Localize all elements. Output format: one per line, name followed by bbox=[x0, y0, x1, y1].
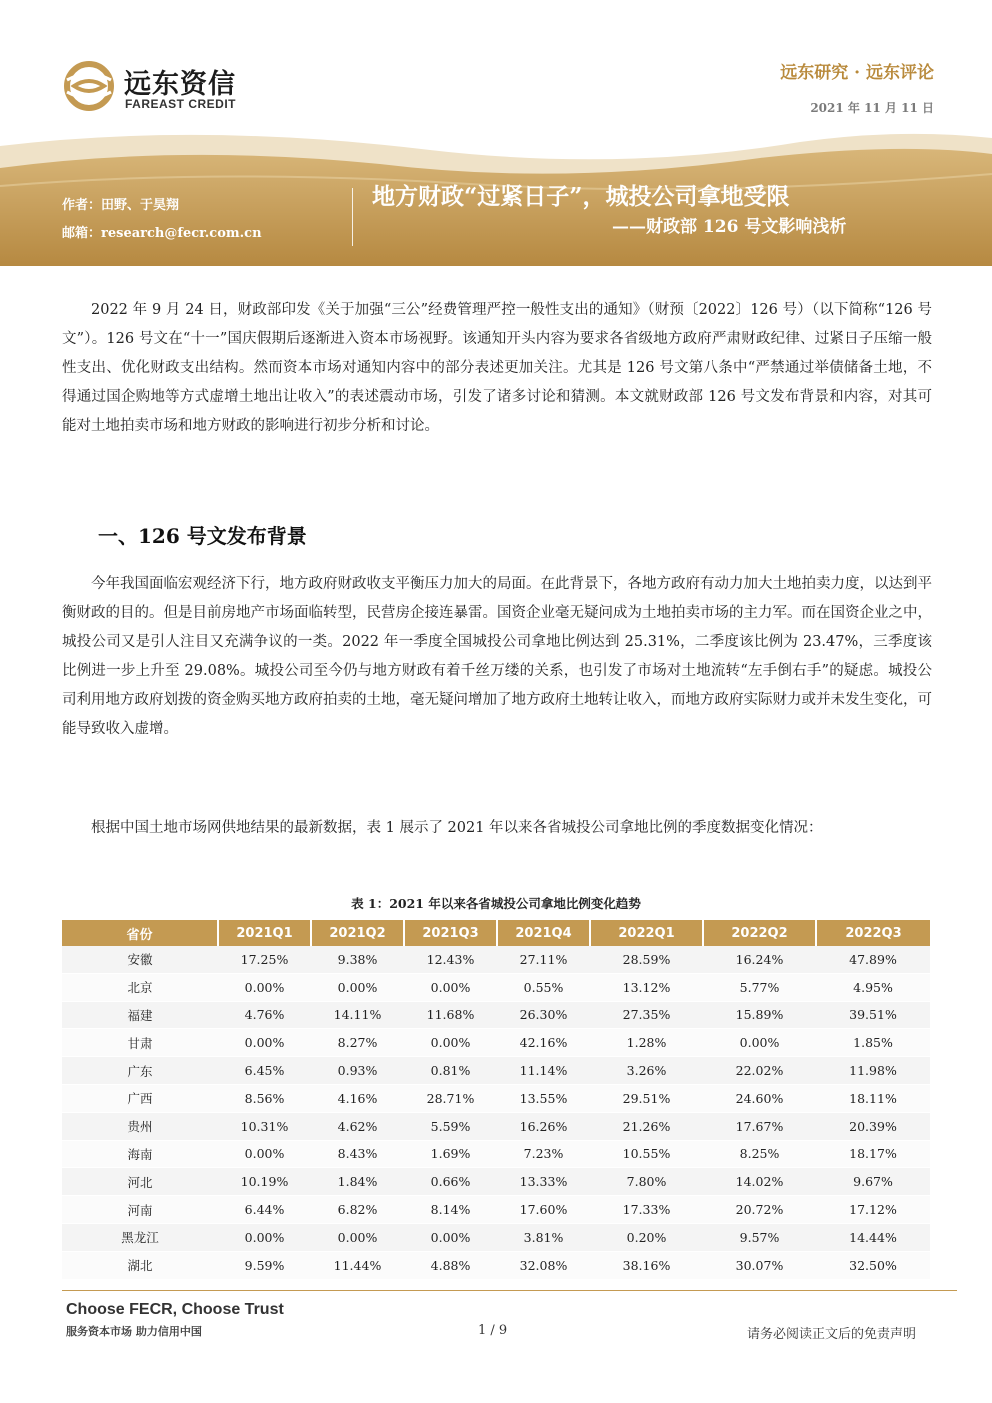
province-cell: 北京 bbox=[62, 973, 218, 1001]
ratio-cell: 8.56% bbox=[218, 1084, 311, 1112]
ratio-cell: 20.72% bbox=[703, 1196, 816, 1224]
ratio-cell: 28.59% bbox=[590, 946, 703, 973]
ratio-cell: 27.35% bbox=[590, 1001, 703, 1029]
ratio-cell: 10.19% bbox=[218, 1168, 311, 1196]
ratio-cell: 4.88% bbox=[404, 1251, 497, 1279]
ratio-cell: 0.00% bbox=[404, 973, 497, 1001]
ratio-cell: 10.31% bbox=[218, 1112, 311, 1140]
ratio-cell: 4.76% bbox=[218, 1001, 311, 1029]
ratio-cell: 18.17% bbox=[816, 1140, 930, 1168]
ratio-cell: 17.25% bbox=[218, 946, 311, 973]
province-cell: 广西 bbox=[62, 1084, 218, 1112]
ratio-cell: 16.24% bbox=[703, 946, 816, 973]
table-header-cell: 2021Q3 bbox=[404, 920, 497, 946]
ratio-cell: 29.51% bbox=[590, 1084, 703, 1112]
ratio-cell: 14.44% bbox=[816, 1223, 930, 1251]
province-cell: 海南 bbox=[62, 1140, 218, 1168]
ratio-cell: 8.43% bbox=[311, 1140, 404, 1168]
ratio-cell: 8.14% bbox=[404, 1196, 497, 1224]
ratio-cell: 0.20% bbox=[590, 1223, 703, 1251]
table-row bbox=[62, 1140, 930, 1168]
ratio-cell: 18.11% bbox=[816, 1084, 930, 1112]
ratio-cell: 13.12% bbox=[590, 973, 703, 1001]
footer-tagline: 服务资本市场 助力信用中国 bbox=[66, 1325, 202, 1338]
ratio-cell: 4.95% bbox=[816, 973, 930, 1001]
ratio-cell: 5.59% bbox=[404, 1112, 497, 1140]
ratio-cell: 13.55% bbox=[497, 1084, 590, 1112]
table-header-cell: 2021Q2 bbox=[311, 920, 404, 946]
table-row bbox=[62, 1001, 930, 1029]
table-row bbox=[62, 1223, 930, 1251]
ratio-cell: 0.00% bbox=[218, 1029, 311, 1057]
ratio-cell: 12.43% bbox=[404, 946, 497, 973]
email-line: 邮箱：research@fecr.com.cn bbox=[62, 226, 262, 241]
ratio-cell: 21.26% bbox=[590, 1112, 703, 1140]
ratio-cell: 0.00% bbox=[218, 1140, 311, 1168]
ratio-cell: 8.25% bbox=[703, 1140, 816, 1168]
ratio-cell: 1.84% bbox=[311, 1168, 404, 1196]
ratio-cell: 1.28% bbox=[590, 1029, 703, 1057]
ratio-cell: 17.33% bbox=[590, 1196, 703, 1224]
province-cell: 河南 bbox=[62, 1196, 218, 1224]
province-cell: 福建 bbox=[62, 1001, 218, 1029]
table-header-cell: 2022Q3 bbox=[816, 920, 930, 946]
ratio-cell: 11.14% bbox=[497, 1057, 590, 1085]
footer-divider bbox=[62, 1290, 957, 1291]
series-label: 远东研究 · 远东评论 bbox=[780, 63, 934, 83]
footer-slogan: Choose FECR, Choose Trust bbox=[66, 1301, 284, 1318]
ratio-cell: 8.27% bbox=[311, 1029, 404, 1057]
report-subtitle: ——财政部 126 号文影响浅析 bbox=[612, 217, 847, 237]
table-row bbox=[62, 1057, 930, 1085]
ratio-cell: 7.23% bbox=[497, 1140, 590, 1168]
ratio-cell: 0.55% bbox=[497, 973, 590, 1001]
section-heading: 一、126 号文发布背景 bbox=[98, 524, 307, 548]
ratio-cell: 3.81% bbox=[497, 1223, 590, 1251]
author-line: 作者：田野、于昊翔 bbox=[62, 198, 180, 213]
ratio-cell: 17.12% bbox=[816, 1196, 930, 1224]
table-row bbox=[62, 946, 930, 973]
ratio-cell: 38.16% bbox=[590, 1251, 703, 1279]
table-row bbox=[62, 1251, 930, 1279]
ratio-cell: 6.82% bbox=[311, 1196, 404, 1224]
ratio-cell: 5.77% bbox=[703, 973, 816, 1001]
table-caption: 表 1：2021 年以来各省城投公司拿地比例变化趋势 bbox=[351, 896, 641, 911]
ratio-cell: 0.00% bbox=[404, 1223, 497, 1251]
ratio-cell: 42.16% bbox=[497, 1029, 590, 1057]
province-cell: 广东 bbox=[62, 1057, 218, 1085]
ratio-cell: 4.62% bbox=[311, 1112, 404, 1140]
ratio-cell: 6.44% bbox=[218, 1196, 311, 1224]
ratio-cell: 32.50% bbox=[816, 1251, 930, 1279]
ratio-cell: 13.33% bbox=[497, 1168, 590, 1196]
publish-date: 2021 年 11 月 11 日 bbox=[810, 101, 934, 115]
table-header-cell: 2021Q4 bbox=[497, 920, 590, 946]
ratio-cell: 6.45% bbox=[218, 1057, 311, 1085]
ratio-cell: 3.26% bbox=[590, 1057, 703, 1085]
ratio-cell: 20.39% bbox=[816, 1112, 930, 1140]
table-header-cell: 2022Q1 bbox=[590, 920, 703, 946]
table-intro-paragraph: 根据中国土地市场网供地结果的最新数据，表 1 展示了 2021 年以来各省城投公司拿地比例的季度数据变化情况： bbox=[91, 820, 823, 836]
province-cell: 黑龙江 bbox=[62, 1223, 218, 1251]
ratio-cell: 15.89% bbox=[703, 1001, 816, 1029]
table-header-cell: 省份 bbox=[62, 920, 218, 946]
ratio-cell: 0.66% bbox=[404, 1168, 497, 1196]
province-cell: 河北 bbox=[62, 1168, 218, 1196]
province-cell: 贵州 bbox=[62, 1112, 218, 1140]
ratio-cell: 11.44% bbox=[311, 1251, 404, 1279]
table-row bbox=[62, 1084, 930, 1112]
ratio-cell: 1.85% bbox=[816, 1029, 930, 1057]
ratio-cell: 0.00% bbox=[218, 1223, 311, 1251]
ratio-cell: 27.11% bbox=[497, 946, 590, 973]
table-body bbox=[62, 946, 930, 1279]
ratio-cell: 9.38% bbox=[311, 946, 404, 973]
ratio-cell: 10.55% bbox=[590, 1140, 703, 1168]
table-header-row bbox=[62, 920, 930, 946]
ratio-cell: 11.68% bbox=[404, 1001, 497, 1029]
ratio-cell: 17.67% bbox=[703, 1112, 816, 1140]
ratio-cell: 47.89% bbox=[816, 946, 930, 973]
ratio-cell: 14.02% bbox=[703, 1168, 816, 1196]
ratio-cell: 0.93% bbox=[311, 1057, 404, 1085]
ratio-cell: 24.60% bbox=[703, 1084, 816, 1112]
page-number: 1 / 9 bbox=[478, 1323, 508, 1338]
ratio-cell: 4.16% bbox=[311, 1084, 404, 1112]
table-header-cell: 2022Q2 bbox=[703, 920, 816, 946]
ratio-cell: 0.00% bbox=[218, 973, 311, 1001]
logo-text-en: FAREAST CREDIT bbox=[125, 97, 237, 111]
province-cell: 安徽 bbox=[62, 946, 218, 973]
ratio-cell: 1.69% bbox=[404, 1140, 497, 1168]
ratio-cell: 22.02% bbox=[703, 1057, 816, 1085]
ratio-cell: 16.26% bbox=[497, 1112, 590, 1140]
ratio-cell: 28.71% bbox=[404, 1084, 497, 1112]
company-logo bbox=[58, 60, 258, 120]
ratio-cell: 14.11% bbox=[311, 1001, 404, 1029]
table-row bbox=[62, 973, 930, 1001]
ratio-cell: 17.60% bbox=[497, 1196, 590, 1224]
ratio-cell: 0.00% bbox=[404, 1029, 497, 1057]
table-header-cell: 2021Q1 bbox=[218, 920, 311, 946]
ratio-cell: 26.30% bbox=[497, 1001, 590, 1029]
ratio-cell: 7.80% bbox=[590, 1168, 703, 1196]
intro-paragraph: 2022 年 9 月 24 日，财政部印发《关于加强“三公”经费管理严控一般性支出的通知》（财预〔2022〕126 号）（以下简称“126 号文”）。126 号文在“十一”国庆假期后逐渐进入资本市场视野。该通知开头内容为要求各省级地方政府严肃财政纪律、过紧日子压缩一般性支出、优化财政支出结构。然而资本市场对通知内容中的部分表述更加关注。尤其是 126 号文第八条中“严禁通过举债储备土地，不得通过国企购地等方式虚增土地出让收入”的表述震动市场，引发了诸多讨论和猜测。本文就财政部 126 号文发布背景和内容，对其可能对土地拍卖市场和地方财政的影响进行初步分析和讨论。 bbox=[62, 302, 932, 434]
report-title: 地方财政“过紧日子”，城投公司拿地受限 bbox=[372, 183, 790, 210]
table-row bbox=[62, 1112, 930, 1140]
table-row bbox=[62, 1029, 930, 1057]
land-ratio-table bbox=[62, 920, 930, 1280]
ratio-cell: 9.59% bbox=[218, 1251, 311, 1279]
banner-divider bbox=[352, 188, 353, 246]
fareast-logo-icon bbox=[58, 60, 120, 112]
table-row bbox=[62, 1168, 930, 1196]
ratio-cell: 0.00% bbox=[311, 1223, 404, 1251]
ratio-cell: 0.00% bbox=[311, 973, 404, 1001]
ratio-cell: 30.07% bbox=[703, 1251, 816, 1279]
ratio-cell: 0.81% bbox=[404, 1057, 497, 1085]
province-cell: 湖北 bbox=[62, 1251, 218, 1279]
ratio-cell: 39.51% bbox=[816, 1001, 930, 1029]
province-cell: 甘肃 bbox=[62, 1029, 218, 1057]
background-paragraph: 今年我国面临宏观经济下行，地方政府财政收支平衡压力加大的局面。在此背景下，各地方政府有动力加大土地拍卖力度，以达到平衡财政的目的。但是目前房地产市场面临转型，民营房企接连暴雷。国资企业毫无疑问成为土地拍卖市场的主力军。而在国资企业之中，城投公司又是引人注目又充满争议的一类。2022 年一季度全国城投公司拿地比例达到 25.31%，二季度该比例为 23.47%，三季度该比例进一步上升至 29.08%。城投公司至今仍与地方财政有着千丝万缕的关系，也引发了市场对土地流转“左手倒右手”的疑虑。城投公司利用地方政府划拨的资金购买地方政府拍卖的土地，毫无疑问增加了地方政府土地转让收入，而地方政府实际财力或并未发生变化，可能导致收入虚增。 bbox=[62, 576, 932, 737]
ratio-cell: 9.57% bbox=[703, 1223, 816, 1251]
disclaimer-link: 请务必阅读正文后的免责声明 bbox=[746, 1327, 916, 1342]
ratio-cell: 0.00% bbox=[703, 1029, 816, 1057]
ratio-cell: 32.08% bbox=[497, 1251, 590, 1279]
ratio-cell: 11.98% bbox=[816, 1057, 930, 1085]
logo-text-cn: 远东资信 bbox=[124, 69, 236, 100]
table-row bbox=[62, 1196, 930, 1224]
ratio-cell: 9.67% bbox=[816, 1168, 930, 1196]
